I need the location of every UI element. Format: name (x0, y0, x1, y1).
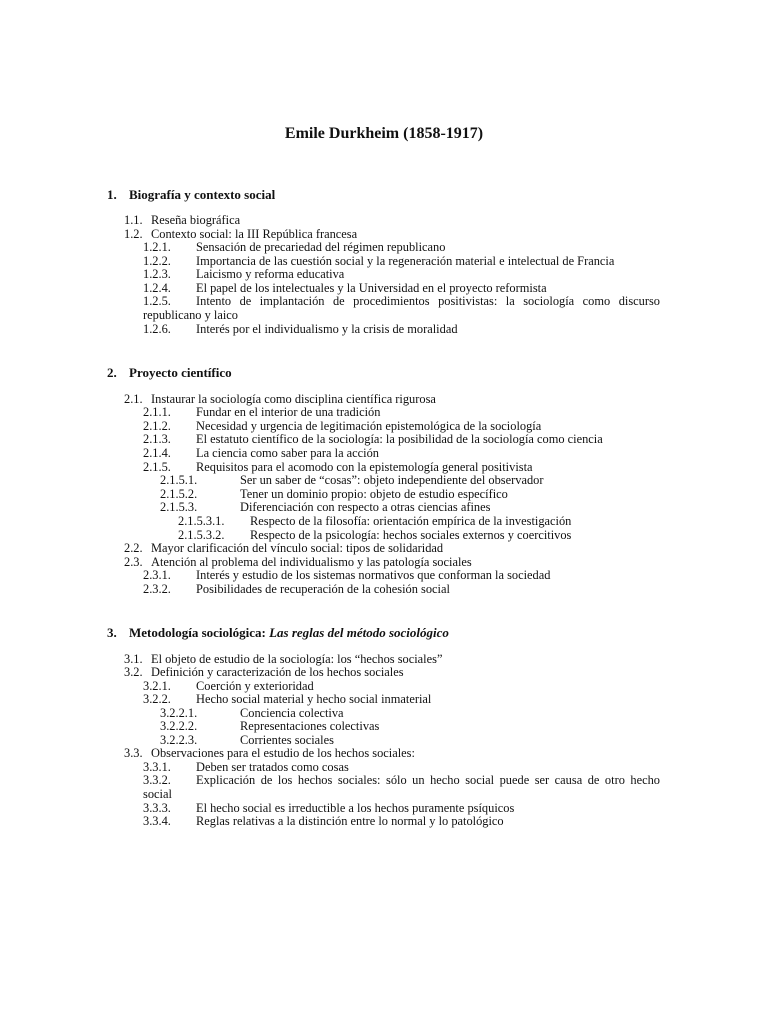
section-number: 2. (107, 365, 117, 380)
item-text: Conciencia colectiva (240, 706, 344, 720)
item-number: 2.1.5.3.2. (178, 528, 225, 542)
item-number: 1.1. (124, 213, 143, 227)
item-text: Hecho social material y hecho social inmaterial (196, 692, 432, 706)
item-number: 1.2.6. (143, 322, 171, 336)
item-text: Corrientes sociales (240, 733, 334, 747)
item-number: 2.1.5.2. (160, 487, 198, 501)
section-title-italic: Las reglas del método sociológico (269, 625, 449, 640)
item-number: 3.3.2. (143, 773, 171, 787)
item-number: 3.3. (124, 746, 143, 760)
item-number: 2.1.5.3. (160, 500, 198, 514)
item-text: El estatuto científico de la sociología: la posibilidad de la sociología como ciencia (196, 432, 603, 446)
item-text: Respecto de la psicología: hechos sociales externos y coercitivos (250, 528, 572, 542)
item-text: Respecto de la filosofía: orientación empírica de la investigación (250, 514, 572, 528)
item-number: 2.1.5. (143, 460, 171, 474)
item-text: Coerción y exterioridad (196, 679, 314, 693)
item-text: Atención al problema del individualismo y las patología sociales (151, 555, 472, 569)
item-text: Ser un saber de “cosas”: objeto independiente del observador (240, 473, 544, 487)
item-text: Importancia de las cuestión social y la regeneración material e intelectual de Francia (196, 254, 615, 268)
item-text: Requisitos para el acomodo con la epistemología general positivista (196, 460, 533, 474)
item-text: Definición y caracterización de los hechos sociales (151, 665, 404, 679)
item-number: 1.2.3. (143, 267, 171, 281)
item-text: Intento de implantación de procedimientos positivistas: la sociología como discurso (196, 294, 660, 308)
item-number: 3.2.2.2. (160, 719, 198, 733)
item-number: 3.2.2.1. (160, 706, 198, 720)
item-text: Fundar en el interior de una tradición (196, 405, 381, 419)
item-number: 3.2. (124, 665, 143, 679)
section-title: Metodología sociológica: (129, 625, 266, 640)
item-number: 3.3.3. (143, 801, 171, 815)
item-number: 2.1.5.3.1. (178, 514, 225, 528)
item-text: Reglas relativas a la distinción entre lo normal y lo patológico (196, 814, 504, 828)
item-text: Necesidad y urgencia de legitimación epistemológica de la sociología (196, 419, 542, 433)
item-number: 3.2.2.3. (160, 733, 198, 747)
item-number: 2.1.1. (143, 405, 171, 419)
item-text: Diferenciación con respecto a otras ciencias afines (240, 500, 491, 514)
item-number: 2.1.4. (143, 446, 171, 460)
item-number: 3.2.2. (143, 692, 171, 706)
item-number: 2.3.2. (143, 582, 171, 596)
section-title: Biografía y contexto social (129, 187, 276, 202)
section-number: 3. (107, 625, 117, 640)
item-number: 2.3.1. (143, 568, 171, 582)
section-number: 1. (107, 187, 117, 202)
item-text: Sensación de precariedad del régimen republicano (196, 240, 446, 254)
item-text: Mayor clarificación del vínculo social: tipos de solidaridad (151, 541, 444, 555)
item-text: Posibilidades de recuperación de la cohesión social (196, 582, 450, 596)
item-text: La ciencia como saber para la acción (196, 446, 379, 460)
item-text: Interés y estudio de los sistemas normativos que conforman la sociedad (196, 568, 551, 582)
item-text-continued: republicano y laico (143, 307, 238, 322)
item-text: El papel de los intelectuales y la Universidad en el proyecto reformista (196, 281, 547, 295)
item-number: 1.2.1. (143, 240, 171, 254)
list-item-wrapped (143, 295, 660, 322)
item-text: Instaurar la sociología como disciplina científica rigurosa (151, 392, 436, 406)
item-number: 3.3.4. (143, 814, 171, 828)
item-text: El objeto de estudio de la sociología: los “hechos sociales” (151, 652, 443, 666)
item-text: Explicación de los hechos sociales: sólo un hecho social puede ser causa de otro hecho (196, 773, 660, 787)
section-1-heading (107, 187, 275, 203)
item-number: 2.1.5.1. (160, 473, 198, 487)
item-text: Reseña biográfica (151, 213, 241, 227)
item-number: 3.1. (124, 652, 143, 666)
item-number: 3.3.1. (143, 760, 171, 774)
section-3-heading (107, 625, 449, 641)
item-number: 3.2.1. (143, 679, 171, 693)
item-text-continued: social (143, 786, 172, 801)
item-number: 2.1.2. (143, 419, 171, 433)
item-number: 2.1. (124, 392, 143, 406)
item-number: 2.1.3. (143, 432, 171, 446)
item-number: 1.2.5. (143, 294, 171, 308)
document-title: Emile Durkheim (1858-1917) (284, 125, 484, 142)
item-text: Contexto social: la III República francesa (151, 227, 358, 241)
section-title: Proyecto científico (129, 365, 232, 380)
section-2-heading (107, 365, 232, 381)
item-number: 2.2. (124, 541, 143, 555)
item-number: 1.2.2. (143, 254, 171, 268)
item-text: El hecho social es irreductible a los hechos puramente psíquicos (196, 801, 515, 815)
list-item-wrapped (143, 774, 660, 801)
item-number: 1.2.4. (143, 281, 171, 295)
item-text: Tener un dominio propio: objeto de estudio específico (240, 487, 508, 501)
item-number: 2.3. (124, 555, 143, 569)
item-number: 1.2. (124, 227, 143, 241)
item-text: Observaciones para el estudio de los hechos sociales: (151, 746, 415, 760)
item-text: Interés por el individualismo y la crisis de moralidad (196, 322, 458, 336)
item-text: Laicismo y reforma educativa (196, 267, 345, 281)
item-text: Deben ser tratados como cosas (196, 760, 349, 774)
item-text: Representaciones colectivas (240, 719, 380, 733)
